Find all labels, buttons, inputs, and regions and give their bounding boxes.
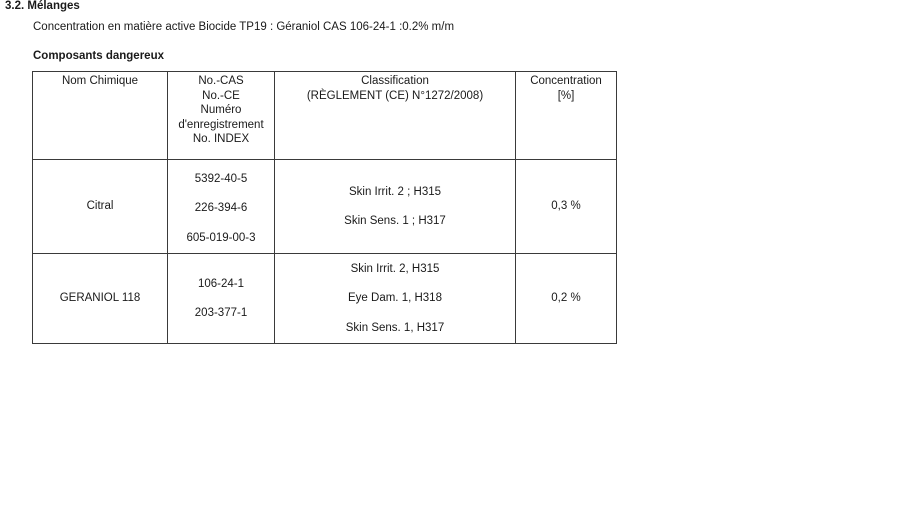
header-index-label: No. INDEX bbox=[192, 133, 250, 145]
concentration-cell bbox=[516, 254, 617, 344]
header-classification-label: Classification bbox=[361, 75, 429, 87]
concentration-value: 0,3 % bbox=[551, 200, 581, 213]
header-numero-label: Numéro bbox=[200, 104, 242, 116]
chemical-name: Citral bbox=[86, 200, 114, 213]
table-row bbox=[33, 254, 617, 344]
classification-cell bbox=[275, 160, 516, 254]
concentration-cell bbox=[516, 160, 617, 254]
hazard-classification: Eye Dam. 1, H318 bbox=[348, 292, 442, 305]
chemical-name-cell bbox=[33, 254, 168, 344]
cas-number: 106-24-1 bbox=[197, 277, 245, 290]
chemical-name-cell bbox=[33, 160, 168, 254]
header-regulation-label: (RÈGLEMENT (CE) N°1272/2008) bbox=[306, 89, 484, 102]
header-classification bbox=[275, 72, 516, 160]
hazard-classification: Skin Irrit. 2, H315 bbox=[350, 262, 440, 275]
cas-number: 5392-40-5 bbox=[194, 172, 248, 185]
hazard-classification: Skin Sens. 1, H317 bbox=[345, 321, 445, 334]
ce-number: 226-394-6 bbox=[194, 202, 248, 215]
classification-cell bbox=[275, 254, 516, 344]
header-concentration bbox=[516, 72, 617, 160]
header-ce-label: No.-CE bbox=[202, 89, 240, 102]
table-row bbox=[33, 160, 617, 254]
concentration-value: 0,2 % bbox=[551, 292, 581, 305]
ce-number: 203-377-1 bbox=[194, 307, 248, 319]
hazardous-components-table bbox=[32, 71, 617, 344]
hazard-classification: Skin Sens. 1 ; H317 bbox=[344, 215, 446, 227]
header-registration-label: d'enregistrement bbox=[178, 118, 264, 131]
hazardous-components-heading: Composants dangereux bbox=[33, 50, 164, 62]
header-chemical-name-label: Nom Chimique bbox=[61, 75, 139, 87]
active-substance-concentration: Concentration en matière active Biocide TP19 : Géraniol CAS 106-24-1 :0.2% m/m bbox=[33, 21, 455, 33]
header-concentration-label: Concentration bbox=[530, 75, 602, 87]
identifiers-cell bbox=[168, 254, 275, 344]
table-header-row bbox=[33, 72, 617, 160]
section-title: 3.2. Mélanges bbox=[5, 0, 80, 12]
header-identifiers bbox=[168, 72, 275, 160]
header-cas-label: No.-CAS bbox=[198, 75, 244, 87]
header-chemical-name bbox=[33, 72, 168, 160]
hazard-classification: Skin Irrit. 2 ; H315 bbox=[348, 185, 442, 198]
identifiers-cell bbox=[168, 160, 275, 254]
index-number: 605-019-00-3 bbox=[186, 231, 256, 244]
chemical-name: GERANIOL 118 bbox=[59, 292, 141, 305]
header-percent-label: [%] bbox=[557, 89, 575, 102]
